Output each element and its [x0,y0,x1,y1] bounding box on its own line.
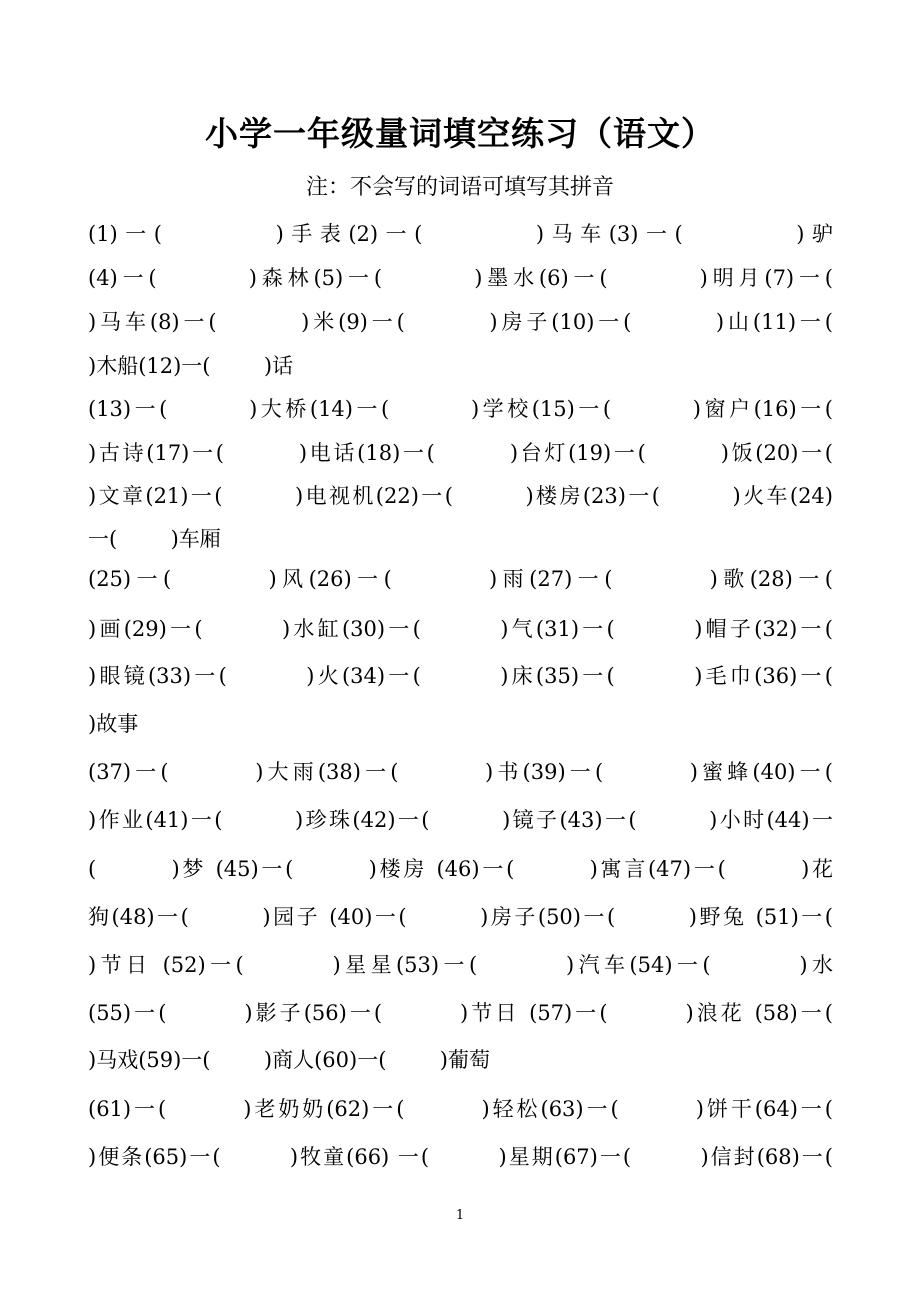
page-number: 1 [455,1208,465,1223]
exercise-line: 狗(48)一( )园子 (40)一( )房子(50)一( )野兔 (51)一( [88,905,833,929]
exercise-line: (4)一( )森林(5)一( )墨水(6)一( )明月(7)一( [88,266,833,290]
exercise-line: )木船(12)一( )话 [88,354,294,378]
exercise-line: (13)一( )大桥(14)一( )学校(15)一( )窗户(16)一( [88,397,833,421]
exercise-line: (25)一( )风(26)一( )雨(27)一( )歌(28)一( [88,567,833,591]
exercise-line: )节日 (52)一( )星星(53)一( )汽车(54)一( )水 [88,953,833,977]
exercise-line: )马戏(59)一( )商人(60)一( )葡萄 [88,1048,490,1072]
exercise-line: )便条(65)一( )牧童(66) 一( )星期(67)一( )信封(68)一( [88,1145,833,1169]
exercise-line: )文章(21)一( )电视机(22)一( )楼房(23)一( )火车(24) [88,484,833,508]
page-subtitle: 注：不会写的词语可填写其拼音 [305,175,614,200]
page-title: 小学一年级量词填空练习（语文） [205,114,715,153]
exercise-line: )眼镜(33)一( )火(34)一( )床(35)一( )毛巾(36)一( [88,664,833,688]
exercise-line: (61)一( )老奶奶(62)一( )轻松(63)一( )饼干(64)一( [88,1097,833,1121]
exercise-line: )画(29)一( )水缸(30)一( )气(31)一( )帽子(32)一( [88,617,833,641]
exercise-line: (1)一( )手表(2)一( )马车(3)一( )驴 [88,222,833,246]
exercise-line: )故事 [88,712,139,736]
exercise-line: 一( )车厢 [88,527,221,551]
exercise-line: )古诗(17)一( )电话(18)一( )台灯(19)一( )饭(20)一( [88,441,833,465]
exercise-line: )作业(41)一( )珍珠(42)一( )镜子(43)一( )小时(44)一 [88,808,833,832]
exercise-line: ( )梦 (45)一( )楼房 (46)一( )寓言(47)一( )花 [88,857,833,881]
exercise-line: )马车(8)一( )米(9)一( )房子(10)一( )山(11)一( [88,310,833,334]
exercise-line: (37)一( )大雨(38)一( )书(39)一( )蜜蜂(40)一( [88,760,833,784]
exercise-line: (55)一( )影子(56)一( )节日 (57)一( )浪花 (58)一( [88,1001,833,1025]
